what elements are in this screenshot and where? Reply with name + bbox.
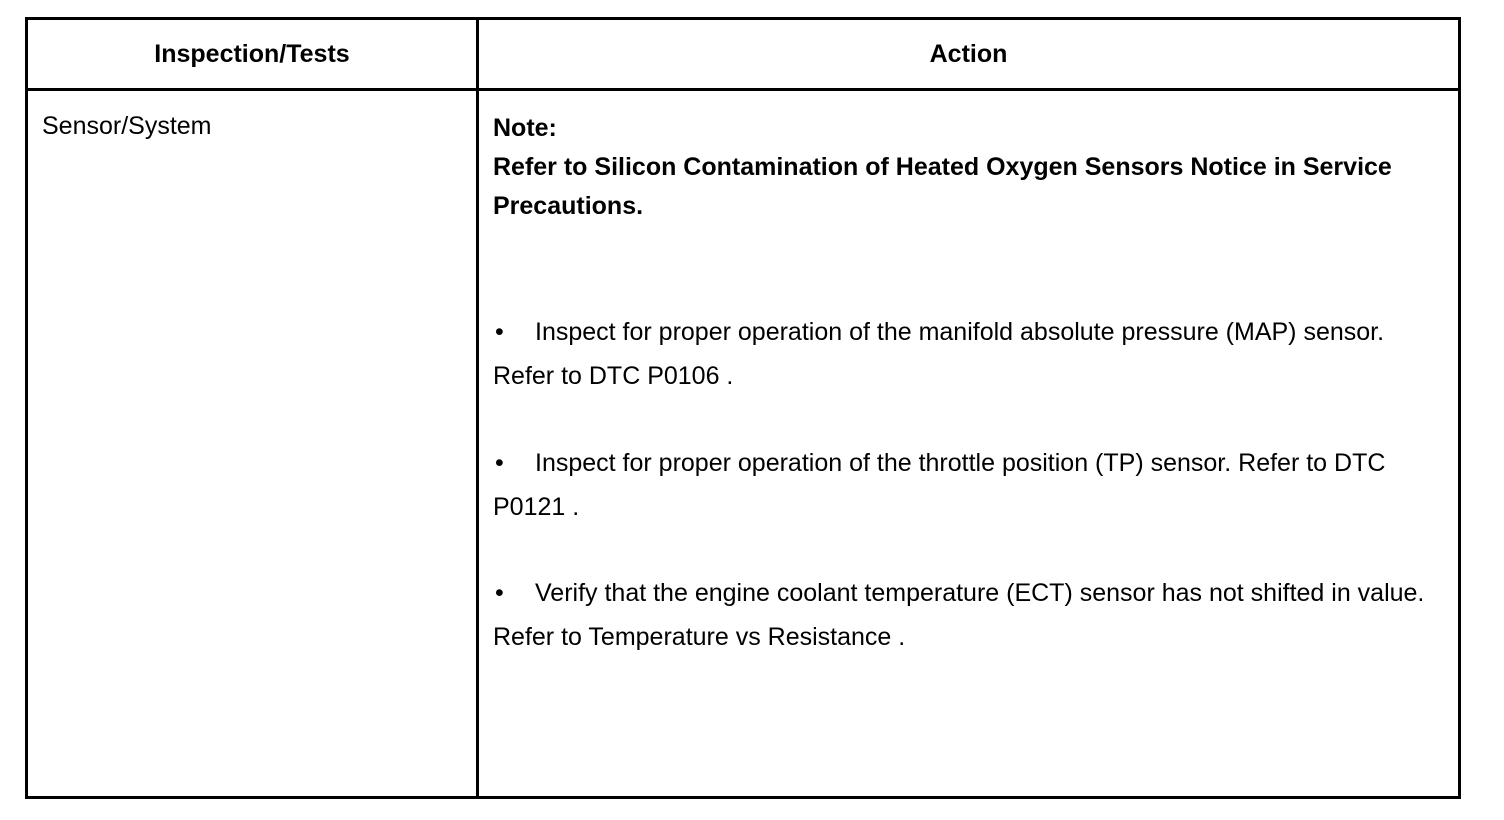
inspection-table (25, 17, 1461, 799)
column-divider (476, 20, 479, 796)
bullet-icon: • (495, 318, 504, 346)
note-text: Refer to Silicon Contamination of Heated Oxygen Sensors Notice in Service Precautions. (493, 153, 1392, 220)
note-block (493, 109, 1433, 226)
action-bullet-map (493, 310, 1433, 398)
bullet-text: Verify that the engine coolant temperature (ECT) sensor has not shifted in value. Refer to Temperature vs Resistance . (493, 579, 1425, 651)
header-divider (28, 88, 1458, 91)
header-action: Action (929, 39, 1008, 68)
bullet-text: Inspect for proper operation of the manifold absolute pressure (MAP) sensor. Refer to DTC P0106 . (493, 318, 1385, 390)
note-label: Note: (493, 114, 557, 142)
bullet-icon: • (495, 579, 504, 607)
action-bullet-tp (493, 441, 1433, 529)
cell-sensor-system: Sensor/System (42, 112, 212, 140)
action-bullet-ect (493, 571, 1433, 659)
bullet-text: Inspect for proper operation of the throttle position (TP) sensor. Refer to DTC P0121 . (493, 449, 1386, 521)
bullet-icon: • (495, 449, 504, 477)
header-inspection-tests: Inspection/Tests (154, 39, 350, 68)
